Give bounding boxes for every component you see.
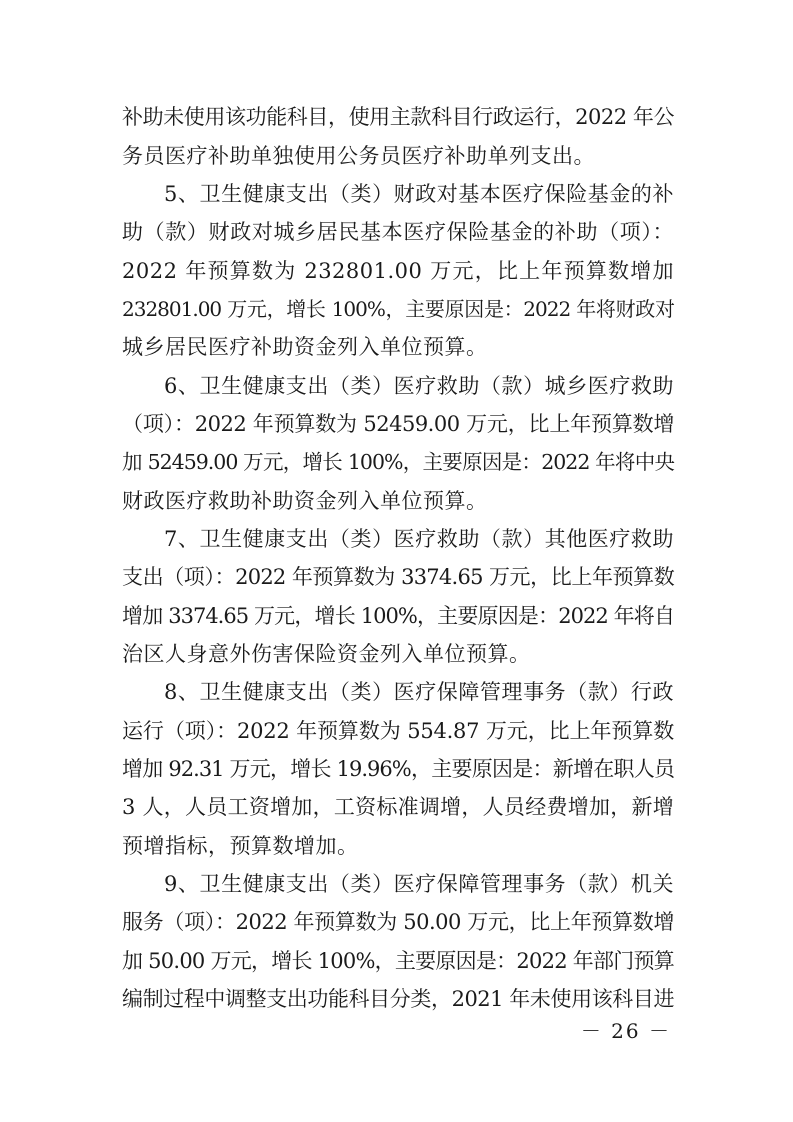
- text-line: 治区人身意外伤害保险资金列入单位预算。: [122, 642, 531, 666]
- paragraph-9-line: 9、卫生健康支出（类）医疗保障管理事务（款）机关: [164, 872, 674, 896]
- text-line: 预增指标，预算数增加。: [122, 834, 359, 858]
- paragraph-6-line: 6、卫生健康支出（类）医疗救助（款）城乡医疗救助: [164, 374, 674, 398]
- text-line: 财政医疗救助补助资金列入单位预算。: [122, 489, 488, 513]
- text-line: 2022 年预算数为 232801.00 万元，比上年预算数增加: [122, 259, 674, 283]
- text-line: 加 52459.00 万元，增长 100%，主要原因是：2022 年将中央: [122, 450, 674, 474]
- text-line: 3 人，人员工资增加，工资标准调增，人员经费增加，新增: [122, 795, 674, 819]
- text-line: 服务（项）：2022 年预算数为 50.00 万元，比上年预算数增: [122, 910, 674, 934]
- text-line: 务员医疗补助单独使用公务员医疗补助单列支出。: [122, 144, 595, 168]
- text-line: 助（款）财政对城乡居民基本医疗保险基金的补助（项）：: [122, 220, 674, 244]
- paragraph-7-line: 7、卫生健康支出（类）医疗救助（款）其他医疗救助: [164, 527, 674, 551]
- paragraph-5-line: 5、卫生健康支出（类）财政对基本医疗保险基金的补: [164, 182, 674, 206]
- text-line: 增加 92.31 万元，增长 19.96%，主要原因是：新增在职人员: [122, 757, 674, 781]
- text-line: 编制过程中调整支出功能科目分类，2021 年未使用该科目进: [122, 987, 674, 1011]
- text-line: 补助未使用该功能科目，使用主款科目行政运行，2022 年公: [122, 105, 674, 129]
- text-line: 增加 3374.65 万元，增长 100%，主要原因是：2022 年将自: [122, 604, 674, 628]
- text-line: 城乡居民医疗补助资金列入单位预算。: [122, 335, 488, 359]
- text-line: 支出（项）：2022 年预算数为 3374.65 万元，比上年预算数: [122, 565, 674, 589]
- page-number: － 26 －: [580, 1019, 671, 1043]
- text-line: 加 50.00 万元，增长 100%，主要原因是：2022 年部门预算: [122, 949, 675, 973]
- paragraph-8-line: 8、卫生健康支出（类）医疗保障管理事务（款）行政: [164, 680, 674, 704]
- text-line: 运行（项）：2022 年预算数为 554.87 万元，比上年预算数: [122, 719, 674, 743]
- text-line: （项）：2022 年预算数为 52459.00 万元，比上年预算数增: [122, 412, 674, 436]
- text-line: 232801.00 万元，增长 100%，主要原因是：2022 年将财政对: [122, 297, 674, 321]
